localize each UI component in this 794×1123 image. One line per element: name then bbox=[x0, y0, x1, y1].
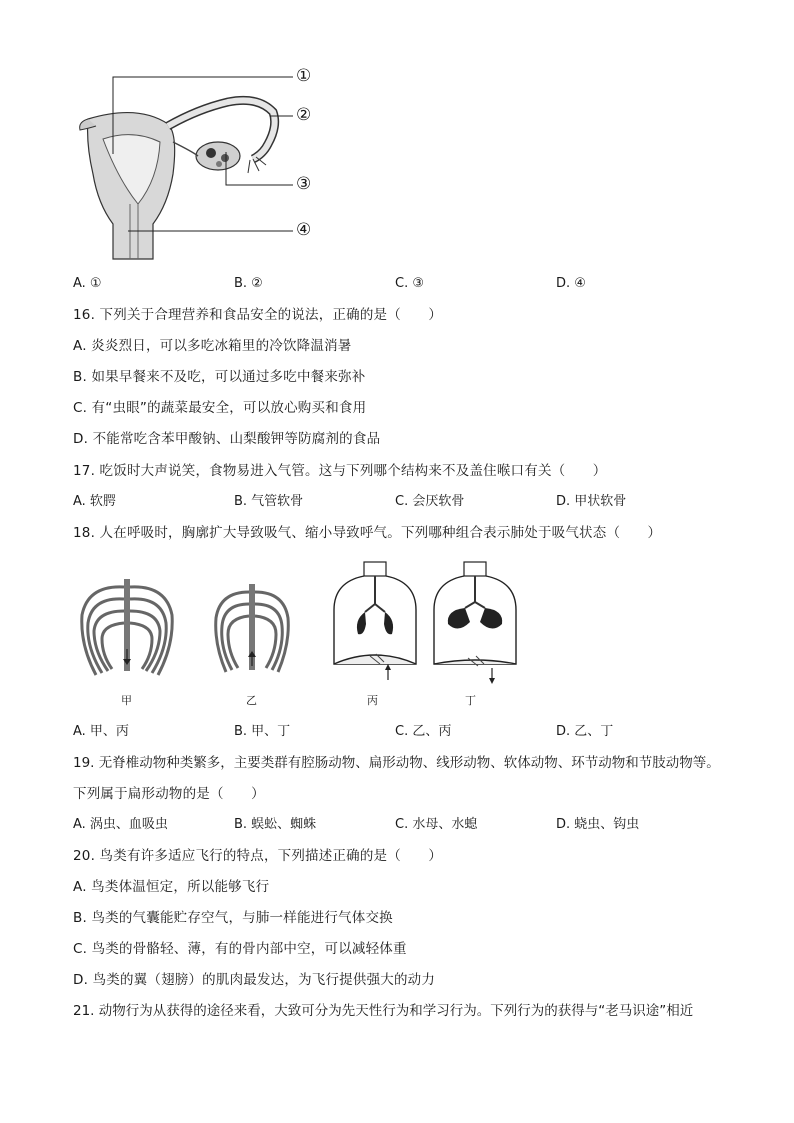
ribcage-jia-figure bbox=[76, 575, 178, 683]
q16-option-a: A. 炎炎烈日，可以多吃冰箱里的冷饮降温消暑 bbox=[73, 338, 352, 354]
ribcage-yi-figure bbox=[208, 580, 296, 680]
q16-stem: 16. 下列关于合理营养和食品安全的说法，正确的是（ ） bbox=[73, 307, 443, 323]
caption-yi: 乙 bbox=[246, 694, 257, 707]
q19-option-b: B. 蜈蚣、蜘蛛 bbox=[234, 817, 317, 832]
uterus-figure bbox=[78, 64, 328, 264]
q20-option-a: A. 鸟类体温恒定，所以能够飞行 bbox=[73, 879, 270, 895]
q15-option-a: A. ① bbox=[73, 276, 102, 291]
q19-stem-line2: 下列属于扁形动物的是（ ） bbox=[73, 786, 265, 802]
bell-jar-bing-figure bbox=[330, 560, 420, 688]
q19-option-c: C. 水母、水螅 bbox=[395, 817, 478, 832]
q20-stem: 20. 鸟类有许多适应飞行的特点，下列描述正确的是（ ） bbox=[73, 848, 443, 864]
q21-stem: 21. 动物行为从获得的途径来看，大致可分为先天性行为和学习行为。下列行为的获得与“老马识途”相近 bbox=[73, 1003, 694, 1019]
q18-option-a: A. 甲、丙 bbox=[73, 724, 129, 739]
figure-label-2: ② bbox=[296, 105, 312, 125]
q19-option-d: D. 蛲虫、钩虫 bbox=[556, 817, 640, 832]
caption-ding: 丁 bbox=[465, 694, 476, 707]
q19-option-a: A. 涡虫、血吸虫 bbox=[73, 817, 168, 832]
q16-option-b: B. 如果早餐来不及吃，可以通过多吃中餐来弥补 bbox=[73, 369, 366, 385]
figure-label-1: ① bbox=[296, 66, 312, 86]
q17-option-d: D. 甲状软骨 bbox=[556, 494, 627, 509]
q18-option-b: B. 甲、丁 bbox=[234, 724, 291, 739]
q20-option-d: D. 鸟类的翼（翅膀）的肌肉最发达，为飞行提供强大的动力 bbox=[73, 972, 436, 988]
q18-option-c: C. 乙、丙 bbox=[395, 724, 452, 739]
q16-option-d: D. 不能常吃含苯甲酸钠、山梨酸钾等防腐剂的食品 bbox=[73, 431, 381, 447]
q16-option-c: C. 有“虫眼”的蔬菜最安全，可以放心购买和食用 bbox=[73, 400, 367, 416]
q17-stem: 17. 吃饭时大声说笑，食物易进入气管。这与下列哪个结构来不及盖住喉口有关（ ） bbox=[73, 463, 607, 479]
q18-stem: 18. 人在呼吸时，胸廓扩大导致吸气、缩小导致呼气。下列哪种组合表示肺处于吸气状态（ ） bbox=[73, 525, 662, 541]
q20-option-b: B. 鸟类的气囊能贮存空气，与肺一样能进行气体交换 bbox=[73, 910, 393, 926]
q15-option-d: D. ④ bbox=[556, 276, 586, 291]
q18-option-d: D. 乙、丁 bbox=[556, 724, 614, 739]
q17-option-b: B. 气管软骨 bbox=[234, 494, 304, 509]
caption-jia: 甲 bbox=[121, 694, 132, 707]
q17-option-a: A. 软腭 bbox=[73, 494, 116, 509]
bell-jar-ding-figure bbox=[430, 560, 520, 688]
caption-bing: 丙 bbox=[367, 694, 378, 707]
q20-option-c: C. 鸟类的骨骼轻、薄，有的骨内部中空，可以减轻体重 bbox=[73, 941, 407, 957]
q15-option-b: B. ② bbox=[234, 276, 263, 291]
q15-option-c: C. ③ bbox=[395, 276, 424, 291]
figure-label-4: ④ bbox=[296, 220, 312, 240]
figure-label-3: ③ bbox=[296, 174, 312, 194]
q19-stem-line1: 19. 无脊椎动物种类繁多，主要类群有腔肠动物、扁形动物、线形动物、软体动物、环节动物和节肢动物等。 bbox=[73, 755, 720, 771]
q17-option-c: C. 会厌软骨 bbox=[395, 494, 465, 509]
